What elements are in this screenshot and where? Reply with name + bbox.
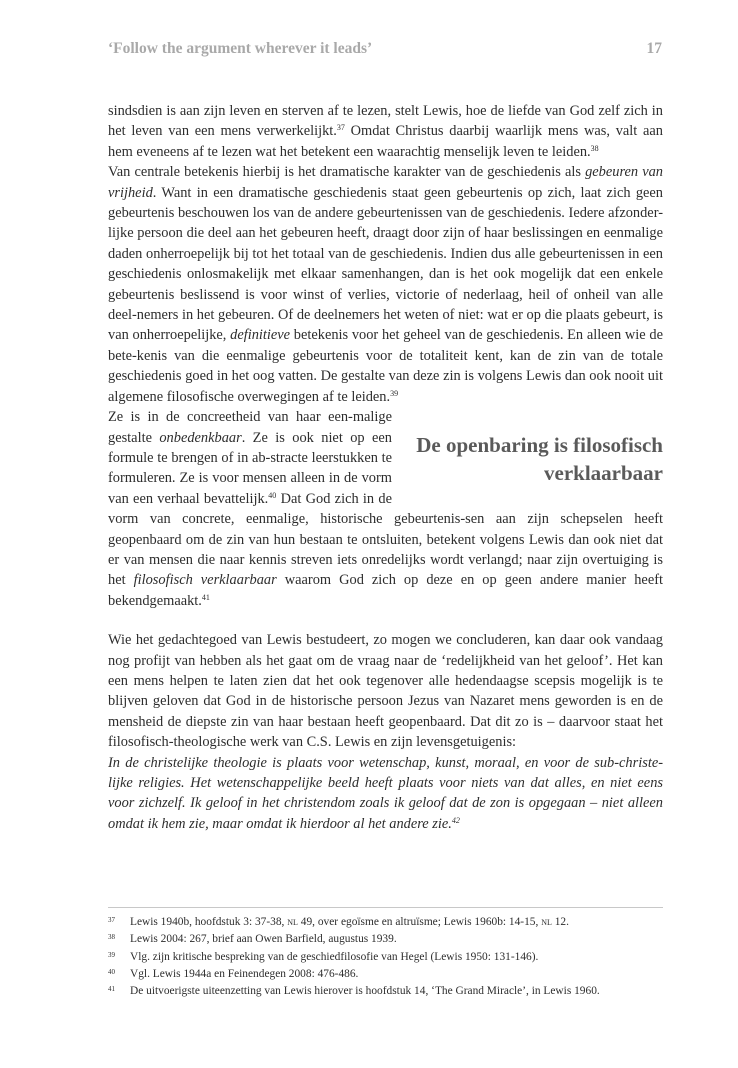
paragraph-2: Van centrale betekenis hierbij is het dramatische karakter van de geschiedenis als gebeuren van vrijheid. Want in een dramatische geschiedenis staat geen gebeurtenis op zich, laat zich geen gebeurtenis beschouwen los van de andere gebeurtenissen van de geschiedenis. Iedere afzonder-lijke persoon die deel aan het gebeuren heeft, draagt door zijn of haar beslissingen en eenmalige daden onherroepelijk bij tot het totaal van de geschiedenis. Indien dus alle gebeurtenissen in een geschiedenis onlosmakelijk met elkaar samenhangen, dan is het ook mogelijk dat een enkele gebeurtenis beslissend is voor winst of verlies, victorie of nederlaag, heil of onheil van alle deel-nemers in het gebeuren. Of de deelnemers het weten of niet: wat er op die plaats gebeurt, is van onherroepelijke, definitieve betekenis voor het geheel van de geschiedenis. En alleen wie de bete-kenis van die eenmalige gebeurtenis voor de totaliteit kent, kan de zin van de totale geschiedenis goed in het oog vatten. De gestalte van deze zin is volgens Lewis dan ook nooit uit algemene filosofische overwegingen af te leiden.$^{39}$ bbox=[108, 164, 663, 405]
footnote-ref-41: 41 bbox=[201, 592, 210, 602]
footnote: 39 Vlg. zijn kritische bespreking van de geschiedfilosofie van Hegel (Lewis 1950: 131-146). bbox=[108, 950, 539, 963]
paragraph-4: Wie het gedachtegoed van Lewis bestudeert, zo mogen we concluderen, kan daar ook vandaag nog profijt van hebben als het gaat om de vraag naar de ‘redelijkheid van het geloof’. Het kan een mens helpen te laten zien dat het ook tegenover alle hedendaagse scepsis mogelijk is te blijven geloven dat God in de historische persoon Jezus van Nazaret mens geworden is en de mensheid de diepste zin van haar bestaan heeft geopenbaard. Dat dit zo is – daarvoor staat het filosofisch-theologische werk van C.S. Lewis en zijn levensgetuigenis: bbox=[108, 632, 663, 751]
running-header: ‘Follow the argument wherever it leads’ bbox=[108, 40, 373, 57]
paragraph-3: Ze is in de concreetheid van haar een-malige gestalte onbedenkbaar. Ze is ook niet op een formule te brengen of in ab-stracte leerstukken te formuleren. Ze is voor mensen alleen in de vorm van een verhaal bevattelijk.$^{40}$ Dat God zich in de vorm van concrete, eenmalige, historische gebeurtenis-sen aan zijn schepselen heeft geopenbaard om de zin van hun bestaan te ontsluiten, betekent volgens Lewis dan ook niet dat er van mensen die naar kennis streven iets onredelijks wordt verlangd; naar zijn overtuiging is het filosofisch verklaarbaar waarom God zich op deze en op geen andere manier heeft bekendgemaakt.$^{41}$ bbox=[108, 409, 663, 609]
footnote: 37 Lewis 1940b, hoofdstuk 3: 37-38, nl 49, over egoïsme en altruïsme; Lewis 1960b: 14-15, nl 12. bbox=[108, 916, 569, 928]
footnote-ref-42: 42 bbox=[451, 815, 460, 825]
footnote-ref-38: 38 bbox=[590, 143, 599, 153]
pull-quote: De openbaring is filosofisch verklaarbaar bbox=[416, 433, 663, 486]
page-number: 17 bbox=[646, 40, 662, 57]
footnote: 38 Lewis 2004: 267, brief aan Owen Barfield, augustus 1939. bbox=[108, 933, 397, 946]
paragraph-1: sindsdien is aan zijn leven en sterven af te lezen, stelt Lewis, hoe de liefde van God zelf zich in het leven van een mens verwerkelijkt.$^{37}$ Omdat Christus daarbij waarlijk mens was, valt aan hem eveneens af te lezen wat het betekent een waarachtig menselijk leven te leiden.$^{38}$ bbox=[108, 103, 664, 160]
block-quote: In de christelijke theologie is plaats voor wetenschap, kunst, moraal, en voor de sub-christe-lijke religies. Het wetenschappelijke beeld heeft plaats voor niets van dat alles, en niet eens voor zichzelf. Ik geloof in het christendom zoals ik geloof dat de zon is opgegaan – niet alleen omdat ik hem zie, maar omdat ik hierdoor al het andere zie.$^{42}$ bbox=[108, 754, 663, 832]
footnote: 40 Vgl. Lewis 1944a en Feinendegen 2008: 476-486. bbox=[108, 967, 359, 980]
footnote-ref-40: 40 bbox=[268, 490, 277, 500]
footnote-ref-37: 37 bbox=[336, 123, 345, 133]
footnotes bbox=[108, 907, 663, 1000]
footnote: 41 De uitvoerigste uiteenzetting van Lewis hierover is hoofdstuk 14, ‘The Grand Miracle’, in Lewis 1960. bbox=[108, 985, 600, 998]
footnote-ref-39: 39 bbox=[390, 388, 399, 398]
body-text bbox=[108, 101, 663, 834]
